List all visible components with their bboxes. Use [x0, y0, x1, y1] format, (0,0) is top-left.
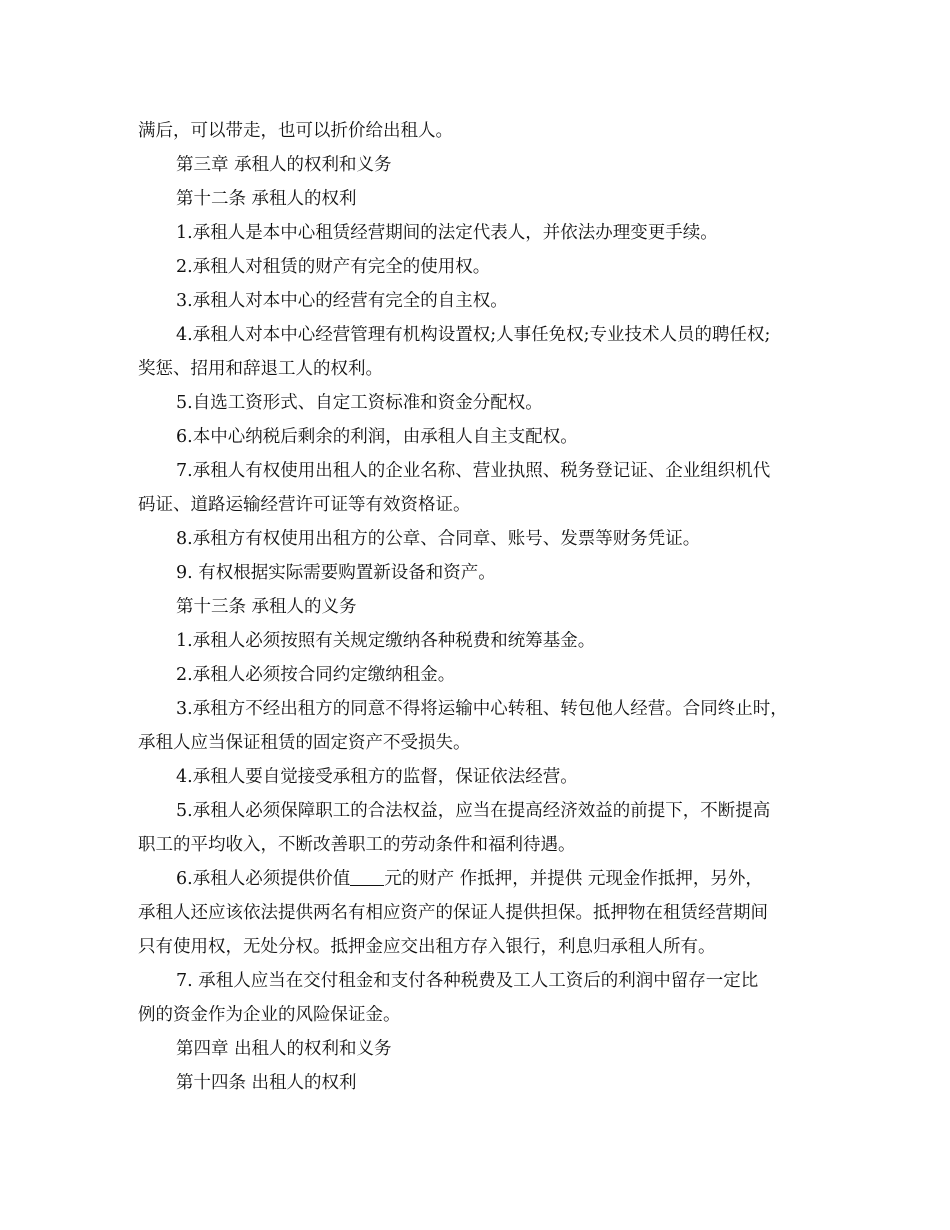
chapter-heading: 第三章 承租人的权利和义务	[176, 155, 392, 175]
list-item-continuation: 例的资金作为企业的风险保证金。	[138, 1005, 401, 1025]
fill-in-blank	[350, 865, 384, 886]
list-item: 8.承租方有权使用出租方的公章、合同章、账号、发票等财务凭证。	[176, 529, 701, 549]
list-item: 7.承租人有权使用出租人的企业名称、营业执照、税务登记证、企业组织机代	[176, 461, 771, 481]
list-item: 7. 承租人应当在交付租金和支付各种税费及工人工资后的利润中留存一定比	[176, 971, 759, 991]
paragraph-line: 满后，可以带走，也可以折价给出租人。	[138, 121, 453, 141]
list-item-continuation: 职工的平均收入，不断改善职工的劳动条件和福利待遇。	[138, 835, 576, 855]
article-heading: 第十四条 出租人的权利	[176, 1073, 357, 1093]
list-item-text: 6.承租人必须提供价值	[176, 869, 351, 889]
chapter-heading: 第四章 出租人的权利和义务	[176, 1039, 392, 1059]
list-item: 5.承租人必须保障职工的合法权益，应当在提高经济效益的前提下，不断提高	[176, 801, 771, 821]
list-item-continuation: 只有使用权，无处分权。抵押金应交出租方存入银行，利息归承租人所有。	[138, 937, 716, 957]
list-item: 3.承租人对本中心的经营有完全的自主权。	[176, 291, 508, 311]
article-heading: 第十三条 承租人的义务	[176, 597, 357, 617]
list-item: 3.承租方不经出租方的同意不得将运输中心转租、转包他人经营。合同终止时，	[176, 699, 788, 719]
list-item: 1.承租人是本中心租赁经营期间的法定代表人，并依法办理变更手续。	[176, 223, 718, 243]
list-item: 9. 有权根据实际需要购置新设备和资产。	[176, 563, 496, 583]
list-item-text: 元的财产 作抵押，并提供 元现金作抵押，另外，	[384, 869, 763, 889]
list-item	[176, 862, 763, 896]
list-item-continuation: 码证、道路运输经营许可证等有效资格证。	[138, 495, 471, 515]
list-item: 5.自选工资形式、自定工资标准和资金分配权。	[176, 393, 543, 413]
list-item: 6.本中心纳税后剩余的利润，由承租人自主支配权。	[176, 427, 578, 447]
list-item: 4.承租人要自觉接受承租方的监督，保证依法经营。	[176, 767, 578, 787]
list-item: 2.承租人必须按合同约定缴纳租金。	[176, 665, 456, 685]
list-item-continuation: 承租人应当保证租赁的固定资产不受损失。	[138, 733, 471, 753]
list-item-continuation: 承租人还应该依法提供两名有相应资产的保证人提供担保。抵押物在租赁经营期间	[138, 903, 768, 923]
list-item: 1.承租人必须按照有关规定缴纳各种税费和统筹基金。	[176, 631, 596, 651]
list-item: 2.承租人对租赁的财产有完全的使用权。	[176, 257, 491, 277]
list-item: 4.承租人对本中心经营管理有机构设置权;人事任免权;专业技术人员的聘任权;	[176, 325, 771, 345]
list-item-continuation: 奖惩、招用和辞退工人的权利。	[138, 359, 383, 379]
article-heading: 第十二条 承租人的权利	[176, 189, 357, 209]
